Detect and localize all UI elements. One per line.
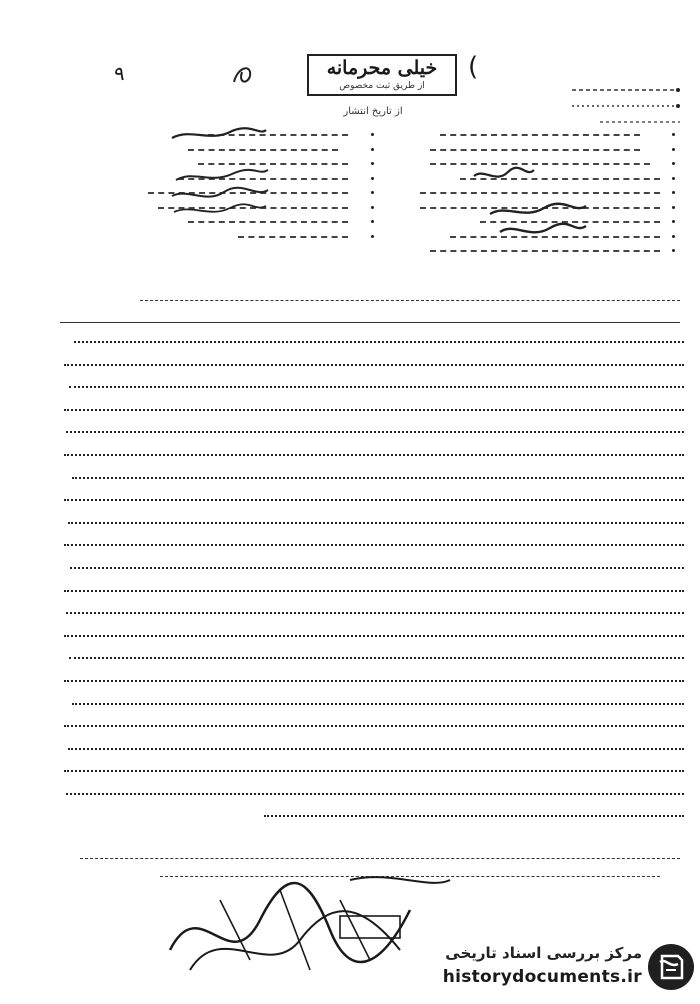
body-line [64, 603, 684, 626]
signature-scribble [160, 860, 460, 990]
body-line [64, 671, 684, 694]
closing-line [80, 858, 680, 859]
handwritten-entry [470, 160, 590, 250]
separator-line [140, 300, 680, 301]
handwritten-mark: ( [468, 52, 479, 82]
body-line [64, 806, 684, 829]
watermark-url: historydocuments.ir [442, 967, 642, 987]
handwritten-mark [230, 62, 260, 88]
body-line [64, 784, 684, 807]
body-line [64, 739, 684, 762]
watermark [436, 940, 694, 998]
body-line [64, 535, 684, 558]
classification-stamp [307, 54, 457, 96]
form-field [420, 143, 675, 158]
body-line [64, 355, 684, 378]
handwritten-entry [170, 124, 270, 234]
form-field [420, 128, 675, 143]
body-line [64, 332, 684, 355]
body-line [64, 761, 684, 784]
body-line [64, 694, 684, 717]
body-line [64, 422, 684, 445]
body-line [64, 581, 684, 604]
body-line [64, 490, 684, 513]
date-reference-box [570, 76, 682, 126]
body-line [64, 400, 684, 423]
body-line [64, 626, 684, 649]
body-line [64, 558, 684, 581]
document-subheading: از تاریخ انتشار [343, 106, 403, 117]
classification-label: خیلی محرمانه [326, 57, 438, 79]
body-line [64, 445, 684, 468]
body-line [64, 716, 684, 739]
watermark-title: مرکز بررسی اسناد تاریخی [445, 944, 642, 962]
letter-body [64, 332, 684, 829]
archive-logo-icon [648, 944, 694, 990]
separator-line [60, 322, 680, 323]
body-line [64, 377, 684, 400]
body-line [64, 648, 684, 671]
body-line [64, 468, 684, 491]
corner-number: ۹ [109, 61, 126, 87]
body-line [64, 513, 684, 536]
classification-sublabel: از طریق ثبت مخصوص [339, 81, 425, 91]
